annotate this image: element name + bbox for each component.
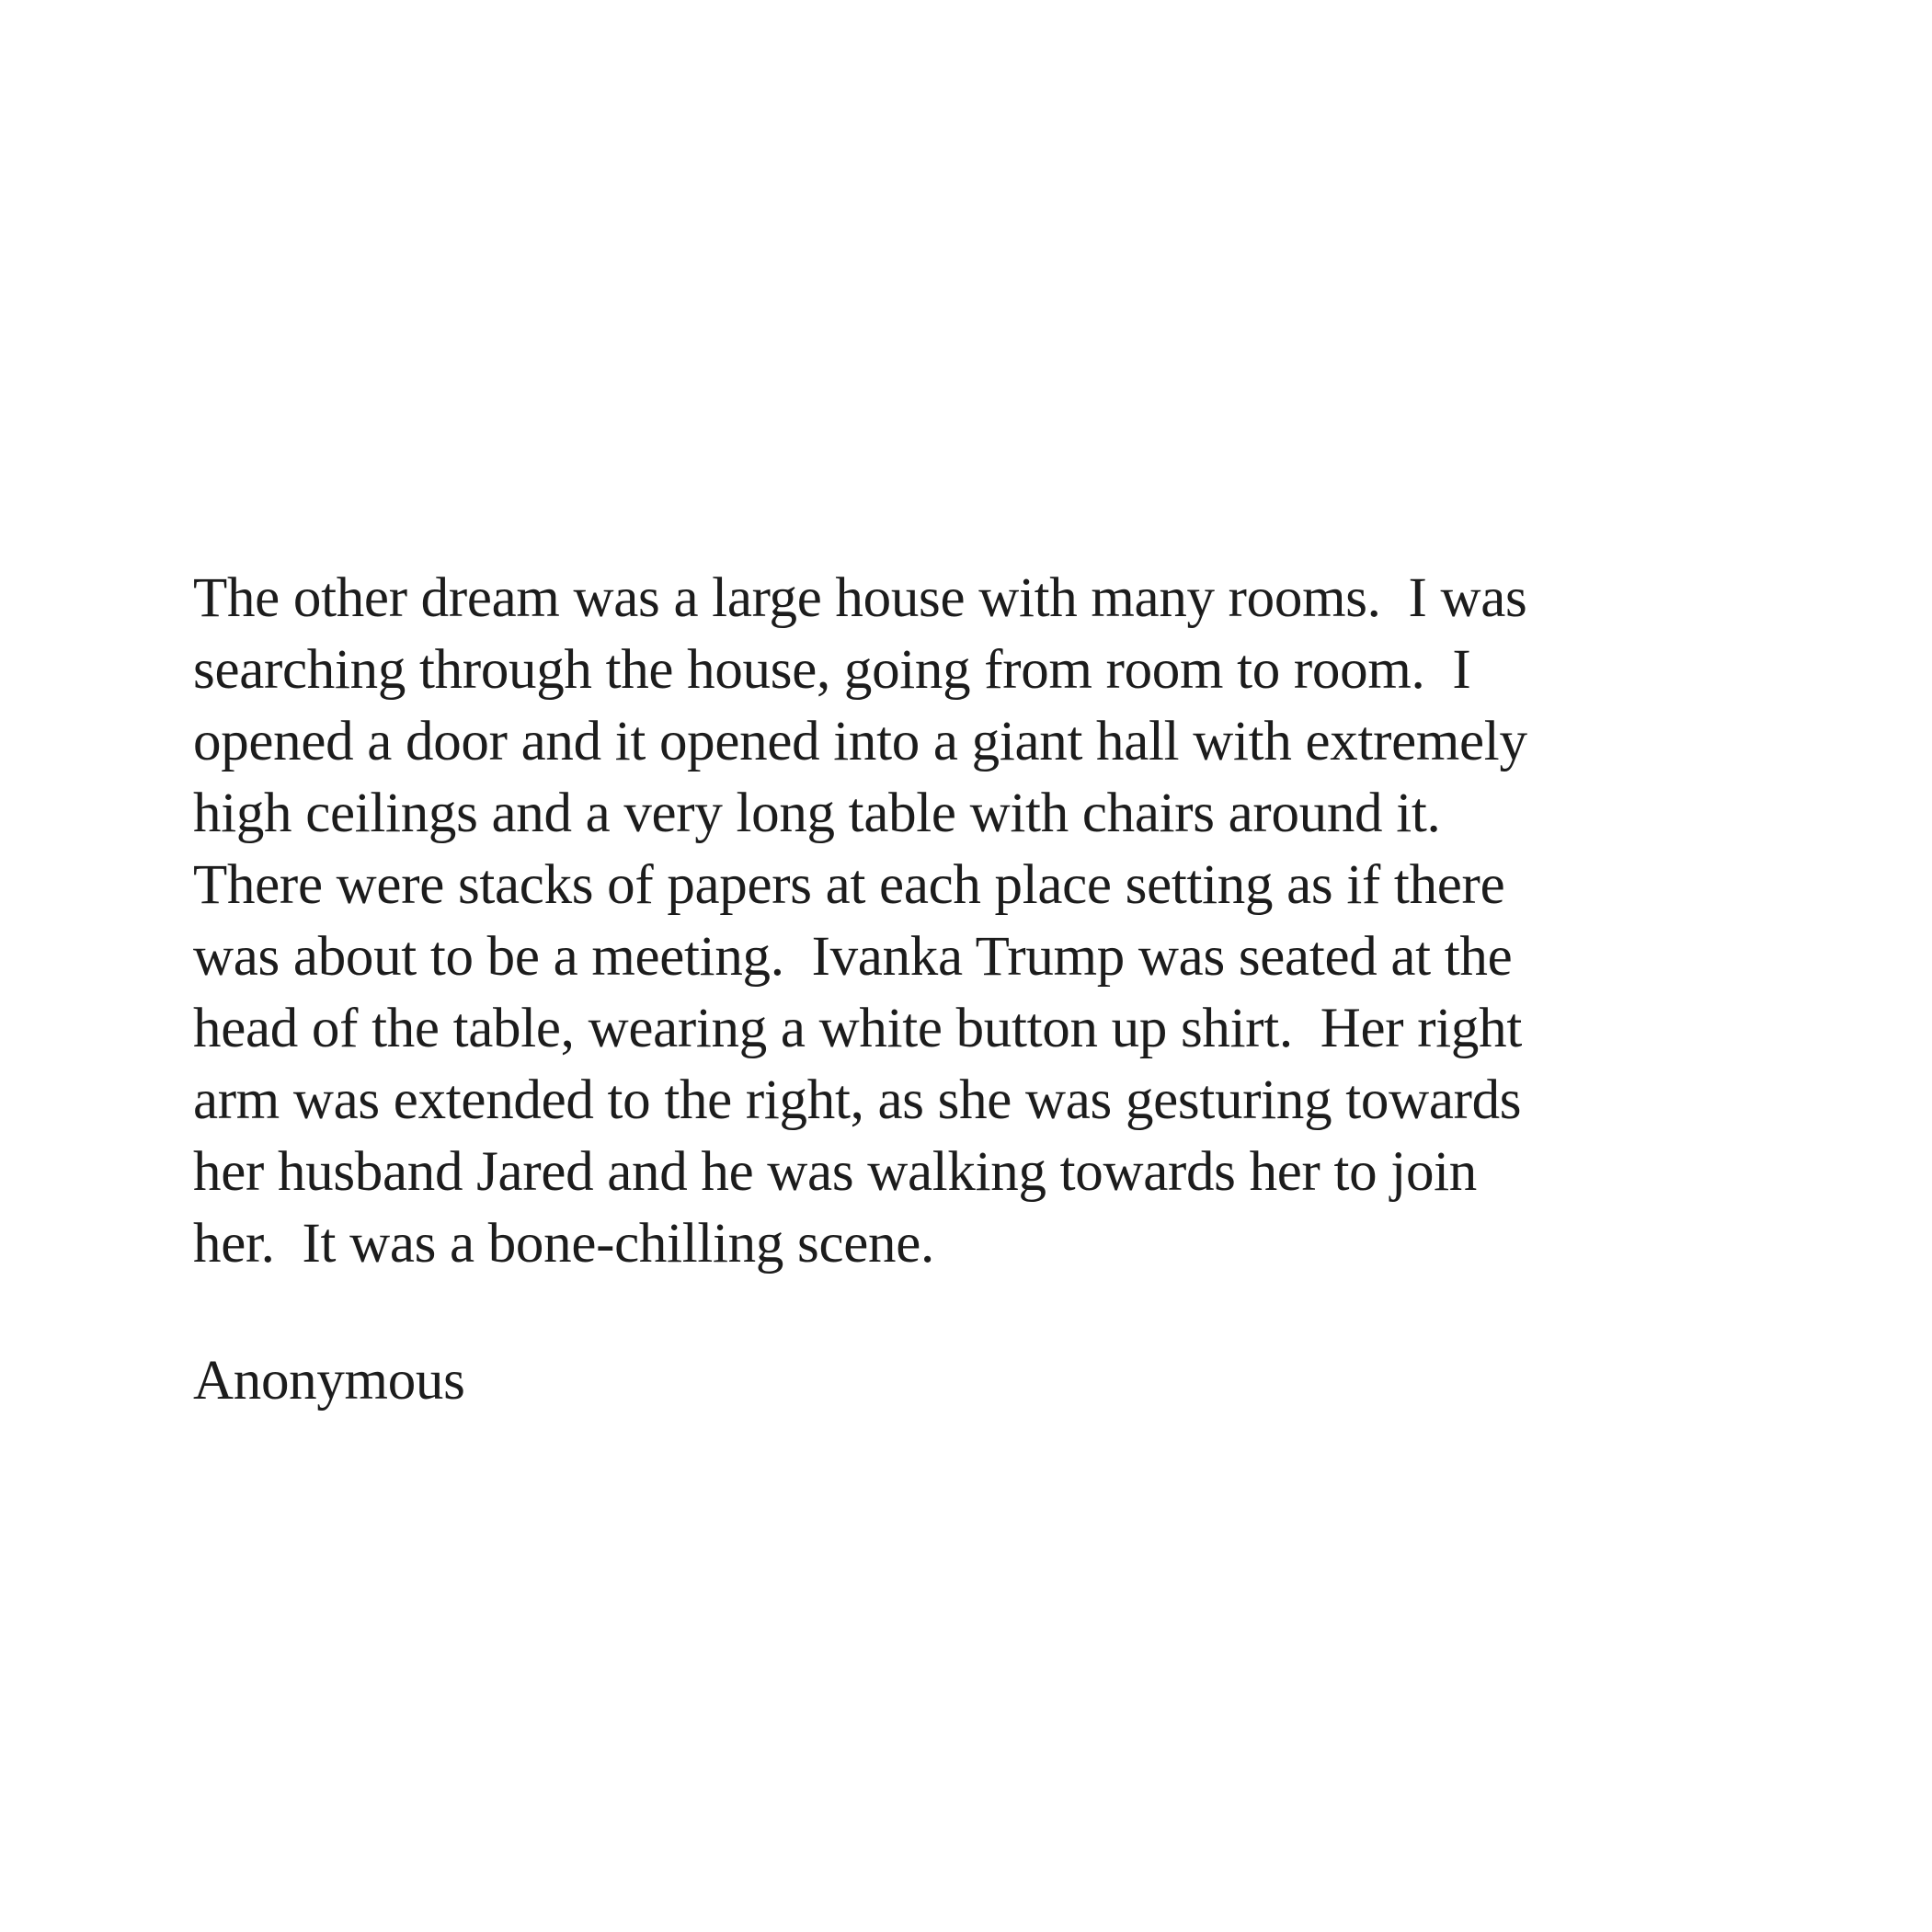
text-line: The other dream was a large house with many rooms. I was: [193, 567, 1527, 629]
text-line: There were stacks of papers at each place setting as if there: [193, 854, 1505, 916]
text-line: high ceilings and a very long table with chairs around it.: [193, 783, 1441, 844]
text-line: arm was extended to the right, as she was gesturing towards: [193, 1069, 1522, 1131]
text-line: searching through the house, going from room to room. I: [193, 639, 1471, 701]
author-signature: Anonymous: [193, 1350, 465, 1412]
text-line: her husband Jared and he was walking towards her to join: [193, 1141, 1477, 1203]
text-line: opened a door and it opened into a giant hall with extremely: [193, 711, 1527, 772]
text-line: her. It was a bone-chilling scene.: [193, 1213, 934, 1275]
text-line: was about to be a meeting. Ivanka Trump was seated at the: [193, 926, 1513, 988]
dream-text: [193, 563, 1775, 1280]
text-line: head of the table, wearing a white button up shirt. Her right: [193, 998, 1522, 1059]
